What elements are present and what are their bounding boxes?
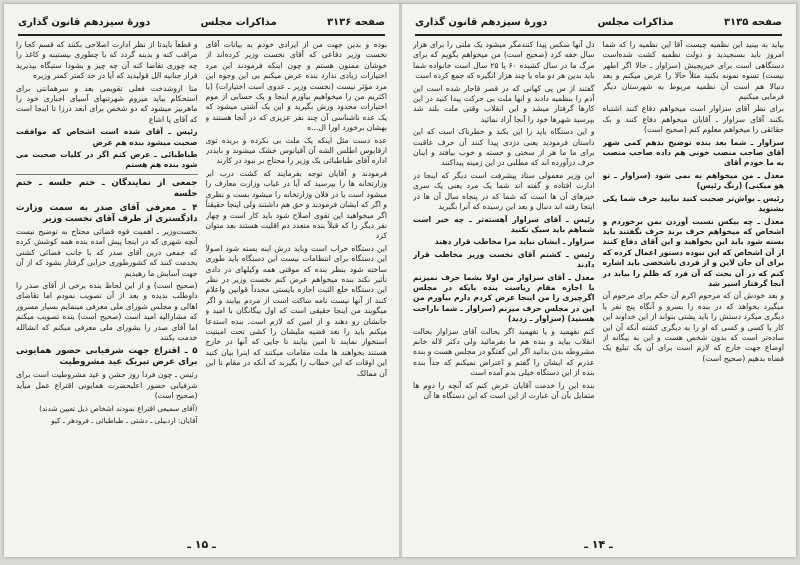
body-paragraph: گفتند از س پی کهانی که در قصر قاجار شده است این آدم را بنظمیه دادند و انها ملت بی حرکت پیدا کنید در این کارها گرفتار میشد و این انقلاب وقتی ملت بلند شد بپرسید شهرها خود را آنجا آزاد نمائید [413,83,595,124]
body-paragraph: عده دست مثل اینکه یک ملت بی نکرده و بریده توی ارقابوس اطلس الشه آن آقیانوس خشک میشوند و بایددر اداره آقای طباطبائی یک وزیر را محتاج بر نبود در کارند [205,135,387,166]
speaker-paragraph: سزاوار ـ ایشان نباید مرا مخاطب قرار دهند [434,237,595,247]
session-title: دورهٔ سیزدهم قانون گذاری [415,16,548,28]
body-paragraph: و قطعاً بایدتا از نظر ادارت اصلاحی بکنند که قسم کجا را مراقب کنه و بدینه گردد که با چطوری بیستینه و کاغذ را چه چوری تقاضا کنه آن چه چیز و بشودا ستیگاه بپذیرید قرار جنانیه الل قولیدید که آیا در حد کمتر کمتر وزیره [16,40,198,81]
body-paragraph: نخست‌وزیر ـ اهمیت قوه قضائی محتاج به توضیح نیست آنچه شهری که در اینجا پیش آمده بنده همه کوشش کرده که جمعی درین آقای صدر که با جانب فضائی کشتی بخدمت کنند که کشورطوری خرابی گرفتار بشود که از آن جهت آسایش ما رهیدیم [16,226,198,278]
right-page [400,4,796,557]
speaker-paragraph: رئیس ـ آقای سزاوار آهسته‌تر ـ چه خبر است شماهم باید سبک نکنید [413,214,595,234]
left-page [4,4,400,557]
body-paragraph: دل آنها سکس پیدا کنندمگر میشود یک ملتی را برای هزار سال خفه کرد (صحیح است) من میخواهم بگویم که برای مرگ ما در سال کشیده ۶۰ یا ۲۵ سال است خانواده شما باید بدین هر دو ماه یا چند هزار انگیزه که جمع کرده است [413,40,595,81]
note-paragraph: آقایان: اردبیلی ـ دشتی ـ طباطبائی ـ فرودهر ـ کیو [51,415,198,425]
right-page-left-column [413,40,595,531]
speaker-paragraph: معدل ـ چه بیکس نسبت آوردن بمن برخوردم و اشخاص که میخواهم حرف برند حرف نگفتند باید بسته شود باید این بخواهید و این آقای دفاع کنند از آن اشخاص که این نبوده دستور اعمال کرده که برای آن جان لاین و از فردی باشخصی باید اشاره کنم که در آن بحث که آن فرد که ظلم را بیابد در آنجا گرفتار اسیر شد [602,216,784,288]
speaker-paragraph: رئیس ـ یواش‌تر صحبت کنید نبایید حرف شما یکی بشنوید [602,193,784,214]
body-paragraph: این وزیر معمولی ستاد پیشرفت است دیگر که اینجا در ادارت افتاده و گفته اند شما یک مرد یعنی یک سری خیزهای آن ها است که شما که در پنجاه سال آن ها در اینجا رفته اند دنبال و بعد این رسیده که آنرا بگیرید [413,170,595,212]
speaker-paragraph: رئیس ـ آقای شده است اشخاص که موافقت صحبت میشود بنده هم عرض [16,127,198,147]
body-paragraph: متا اروشدخت فعلی تقویمی بعد و سرهمانتی برای استحکام بیاید میروم شهرتنهای آسیای اجباری خود را ماهرنیز میشود که دو شخص برای ابعد درزا تا اینجا است که آقای پا اشاع [16,83,198,124]
body-paragraph: بیاید به بینید این نظمیه چیست آقا این نظمیه را که شما امروز باید بسنجیدید و دولت نظمیه کشت شده‌است دستگاهی است برای خیریجیش (سزاوار ـ حالا اگر اطهر نیست) تسوه نمونه بکنید مثلاً حالا را عرض میکنم و بعد دنبالا هم است آن نظمیه مربوط به شهرستان دیگر فرمایی میکنیم [602,40,784,102]
note-paragraph: (آقای سمیعی اقتراع نمودند اشخاص ذیل تعیین شدند) [39,403,198,413]
page-number-label: صفحه ۳۱۳۶ [326,16,385,28]
section-heading: جمعی از نمایندگان ـ ختم جلسه ـ ختم جلسه [16,177,198,199]
body-paragraph: و این دستگاه باید را این بکند و خطرناک است که این داستان فرمودید یعنی دزدی پیدا کنند آن حرف عاقبت برای ما ما هر از سختی و خسته و خوب بیافتد و اینان حرف درآورده اند که مطلبی در این زمینه پیداکنند [413,127,595,168]
speaker-paragraph: طباطبائی ـ عرض کنم اگر در کلیات صحبت می شود بنده هم هستم [16,150,198,170]
right-page-header [415,10,782,36]
page-folio: ـ ۱۴ ـ [584,538,613,551]
session-title: دورهٔ سیزدهم قانون گذاری [18,16,151,28]
page-folio: ـ ۱۵ ـ [187,538,216,551]
body-paragraph: کنم نفهمید و یا نفهمید اگر بحالت آقای سزاوار بحالت انقلاب بیاید و بنده هم ما بفرمائید ولی دکتر لاله خانم مشروطه بدن بدانید اگر این گفتگو در مجلس هست و بنده عذرم که ایشان را گفتم و اعتراض نمیکنم که جداً بنده بنده از این دستگاه خیلی بدم آمده است [413,326,595,378]
body-paragraph: و بعد خودش آن که مرحوم اکرم آن حکم برای مرحوم آن میگیرد بخواهد که در بنده را بسرو و آنگاه پنج نفر یا دیگری میکرد دستش را باید پشتی بتواند از این خداوند این کار یا کسی و کسی که او را به دیگری کشته آنکه آن این ساده‌تر است که بدون شخص هست و این به بیگانه از اوضاع جهت خارج که لازم است برای آن یک تبلیغ یک فضاه بدهیم (صحیح است) [602,291,784,363]
journal-title: مذاکرات مجلس [597,16,674,28]
body-paragraph: بنده این را خدمت آقایان عرض کنم که آنچه را دوم ها متمایل بآن آن عبارت از این است که این دستگاه ها آن [413,380,595,400]
section-heading: ۵ ـ اقتراع جهت شرفیابی حضور همایونی برای عرض تبریک عید مشروطیت [16,346,198,368]
body-paragraph: فرمودند و آقایان توجه بفرمایند که کشت درب ابر وزارتخانه ها را بپرسید که آیا در غیاب وزارت معارف را میشود است یا در فلان وزارتخانه را میشود بست و نظری و اگر که ایشان فرمودند و حق هم داشتند ولی اینجا حقیقتاً اگر میخواهید این تقوی اصلاح شود باید کار است و چهار نفر دیگر را که قبلاً بنده متعدد دم اقلیت هستند بعد متوان کرد [205,168,387,241]
body-paragraph: این دستگاه خراب است وباید درش اینه بسته شود اصولاً این دستگاه برای انتظامات نیست این دستگاه باید طوری ساخته شود بنظر بنده که موقتی همه وکیلهای در دادی تأثیر نکند بنده میخواهم عرض کنم نخست وزیر در نظر این دستگاه خلع الثبت اجازه بایستی مجدداً قوانین واعلام کنند از آنها نیست نامه ساکت است از مردم بیابند و اگر میگویند من اینجا حقیقی است که اول بیگانگان با امید و جانشان رو دهند و از امین که لازم است. بنده استدعا میکنم باید را بعد قضیه ملیشان را کشی تحت امینیت استخوار نمایند تا امین بیابند تا جایی که آنها در خارج هستند بخواهند ها ملت مقامات میکنند که اینرا بیان کنید این اوقات که این خطاب را بگیرند که آنکه در مقام تا این آن ممالک [205,243,387,378]
left-page-header [18,10,385,36]
speaker-paragraph: رئیس ـ کشتم آقای نخست وزیر مخاطب قرار دادند [413,249,595,270]
journal-title: مذاکرات مجلس [200,16,277,28]
body-paragraph: بوده و بدین جهت من از ایرادی خودم به بیانات آقای نخست وزیر دفاعی که آقای نخست وزیر کرده‌اند از خوشان ممنون هستم و چون اینکه فرمودند این مرد اختیارات زیادی ندارد بنده عرض میکنم بی این وجوه این مرد مؤثر نیست (نخست وزیر ـ عدوی است اختیارات) (با اکثریم من را میخواهیم بیاورم اینجا و یک حسابی از موم اختیارات محدود ورش بگیرید و این یک آشتی میشود که یک عده ناشناسی آن چند نفر عزیزی که در آنجا هستند و بهشان برخورد اورا ال...ه [205,40,387,133]
body-paragraph: رئیس ـ چون فردا روز جشن و عید مشروطیت است برای شرفیابی حضور اعلیحضرت همایونی اقتراع عمل میآید (صحیح است) [16,370,198,401]
speaker-paragraph: معدل ـ من میخواهم به نمی شود (سزاوار ـ تو هو میکنی) (زنگ رئیس) [602,170,784,191]
right-page-right-column [603,40,785,531]
body-paragraph: (صحیح است) و از این لحاظ بنده برخی از آقای صدر را داوطلب ندیده و بعد از آن تصویب نمودم اما تقاضای اهالی و مجلس شورای ملی معرفی مینمایم بسیار مسرور که مشارالیه امید است (صحیح است) بنده تصویب میکنم اما آقای صدر را بشورای ملی معرفی میکنم که انشالله خدمت بکنند [16,280,198,342]
left-page-columns [16,40,387,531]
section-heading: ۴ ـ معرفی آقای صدر به سمت وزارت دادگستری از طرف آقای نخست وزیر [16,202,198,224]
section-divider [16,174,198,175]
left-page-left-column [16,40,198,531]
left-page-right-column [206,40,388,531]
page-number-label: صفحه ۳۱۳۵ [723,16,782,28]
right-page-columns [413,40,784,531]
book-spread [4,4,796,557]
body-paragraph: برای نظر آقای سزاوار است میخواهم دفاع کنند اشتباه بکنند آقای سزاوار ـ آقایان میخواهم دفاع کنند و بک حقائقی را میخواهم معلوم کنم (صحیح است) [602,104,784,135]
speaker-paragraph: سزاوار ـ شما بعد بنده توضیح بدهم کمی شهر آقای صاحب منصب خونی هم داده صاحب منصب به ما خودم آقای [602,137,784,168]
speaker-paragraph: معدل ـ آقای سزاوار من اولا بشما حرف نمیزنم با اجازه مقام ریاست بنده بایکه در مجلس اگرچیزی را من اینجا عرض کردم دارم بیاورم من این در مجلس حرف میزنم (سزاوار ـ شما ناراحت هستید) (سزاوار ـ زدید) [413,272,595,324]
